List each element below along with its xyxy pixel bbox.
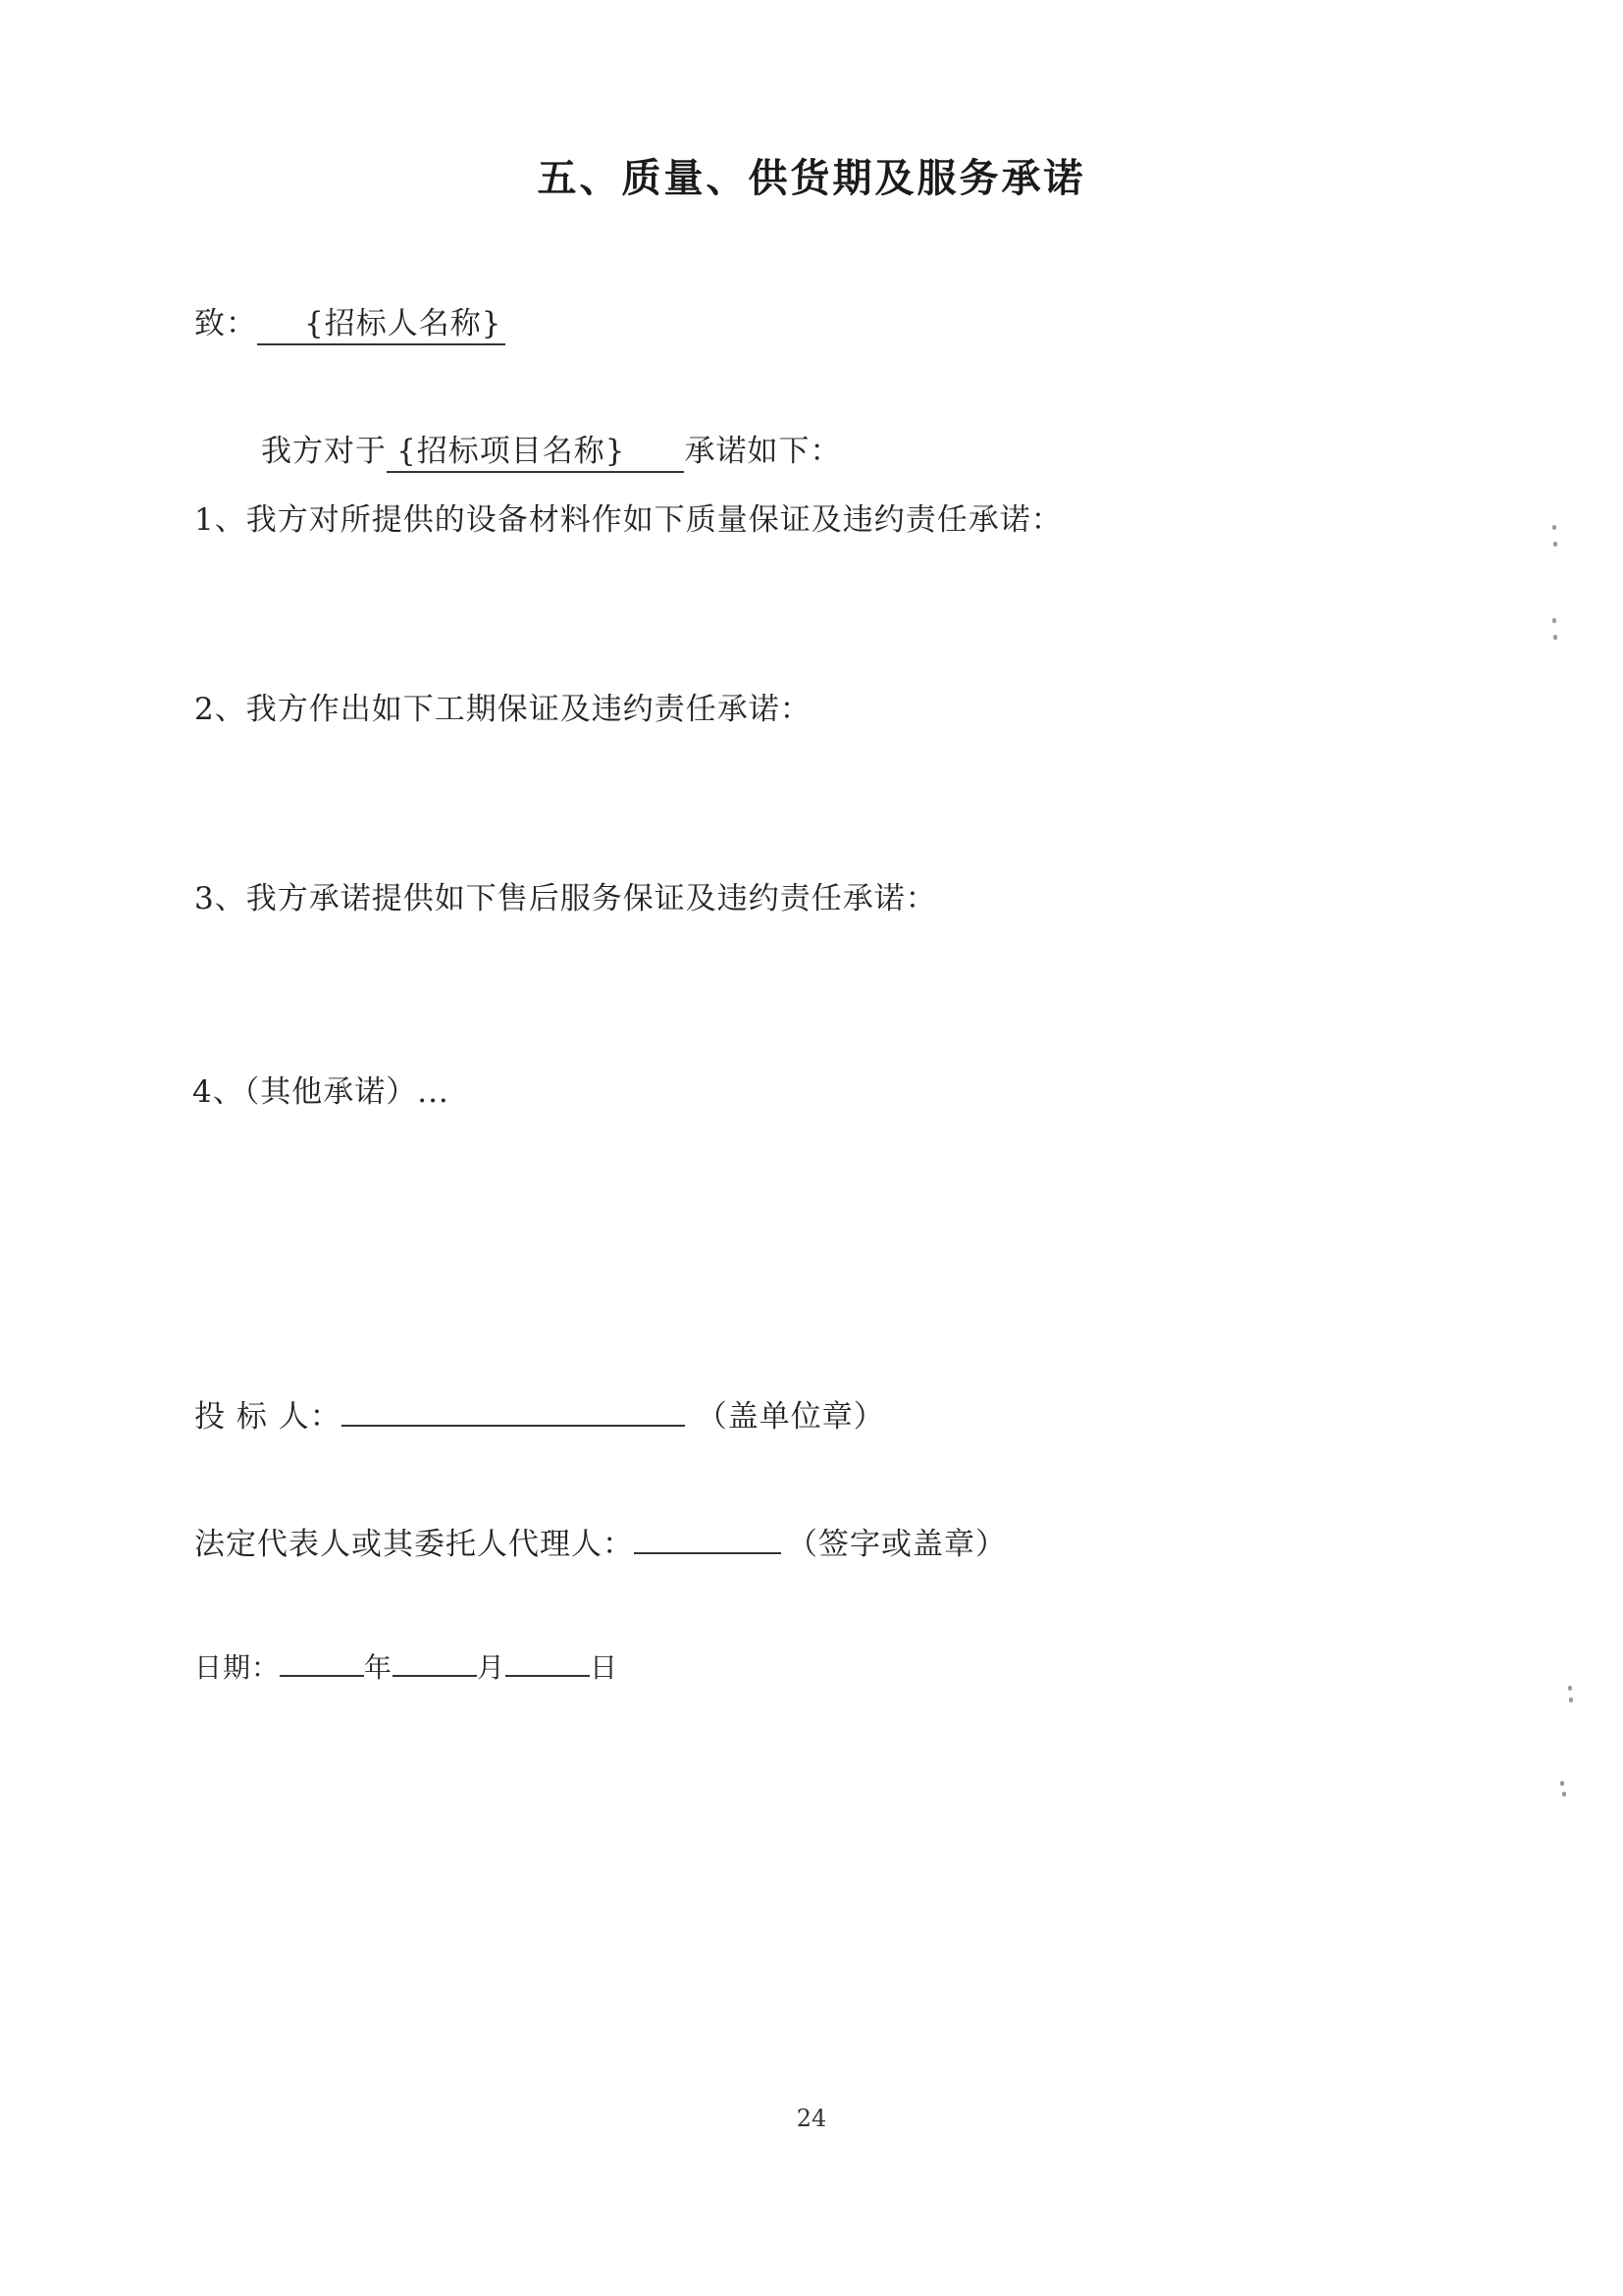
intro-suffix: 承诺如下：: [684, 434, 842, 469]
representative-blank: [634, 1519, 781, 1554]
recipient-prefix: 致：: [194, 306, 257, 341]
scan-speck: [1553, 542, 1557, 547]
commitment-item-service: 3、我方承诺提供如下售后服务保证及违约责任承诺：: [194, 881, 937, 916]
scan-speck: [1568, 1686, 1572, 1691]
day-label: 日: [590, 1651, 619, 1684]
month-blank: [393, 1645, 477, 1677]
scan-speck: [1569, 1697, 1573, 1702]
scan-speck: [1552, 618, 1556, 623]
recipient-line: [194, 304, 505, 343]
project-name: {招标项目名称}: [387, 434, 684, 473]
intro-line: [261, 432, 841, 471]
day-blank: [505, 1645, 590, 1677]
bidder-note: （盖单位章）: [696, 1399, 885, 1435]
recipient-name: {招标人名称}: [257, 306, 505, 345]
representative-note: （签字或盖章）: [787, 1527, 1007, 1562]
bidder-line: [194, 1391, 885, 1436]
document-title: 五、质量、供货期及服务承诺: [537, 156, 1086, 201]
representative-label: 法定代表人或其委托人代理人：: [194, 1527, 634, 1562]
scan-speck: [1553, 635, 1557, 640]
date-label: 日期：: [194, 1651, 281, 1684]
year-label: 年: [364, 1651, 393, 1684]
bidder-label: 投 标 人：: [194, 1399, 341, 1435]
intro-prefix: 我方对于: [261, 434, 387, 469]
scan-speck: [1562, 1792, 1566, 1797]
date-line: [194, 1645, 618, 1688]
scan-speck: [1560, 1781, 1564, 1786]
bidder-blank: [341, 1391, 685, 1427]
year-blank: [280, 1645, 364, 1677]
scan-speck: [1552, 525, 1556, 530]
commitment-item-schedule: 2、我方作出如下工期保证及违约责任承诺：: [194, 692, 812, 727]
representative-line: [194, 1519, 1007, 1564]
month-label: 月: [477, 1651, 506, 1684]
commitment-item-other: 4、（其他承诺）...: [192, 1074, 449, 1110]
page-number: 24: [796, 2105, 827, 2132]
commitment-item-quality: 1、我方对所提供的设备材料作如下质量保证及违约责任承诺：: [194, 502, 1063, 538]
